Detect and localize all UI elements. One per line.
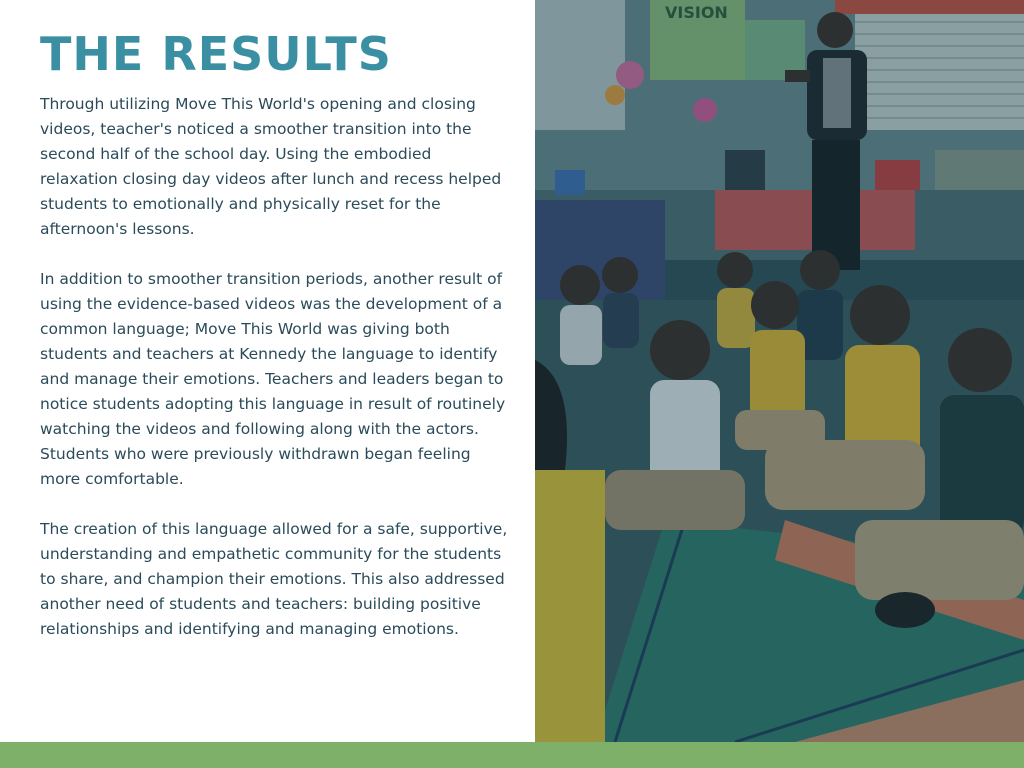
paragraph-common-language: In addition to smoother transition periods, another result of using the evidence-based videos was the development of a common language; Move This World was giving both students and teachers at Kennedy the language to identify and manage their emotions. Teachers and leaders began to notice students adopting this language in result of routinely watching the videos and following along with the actors. Students who were previously withdrawn began feeling more comfortable.	[40, 270, 506, 488]
slide-title: THE RESULTS	[40, 27, 392, 81]
classroom-photo	[535, 0, 1024, 742]
classroom-illustration	[535, 0, 1024, 742]
paragraph-transition: Through utilizing Move This World's opening and closing videos, teacher's noticed a smoother transition into the second half of the school day. Using the embodied relaxation closing day videos after lunch and recess helped students to emotionally and physically reset for the afternoon's lessons.	[40, 95, 502, 238]
paragraph-community: The creation of this language allowed for a safe, supportive, understanding and empathetic community for the students to share, and champion their emotions. This also addressed another need of students and teachers: building positive relationships and identifying and managing emotions.	[40, 520, 508, 638]
wall-sign-text: VISION	[665, 3, 728, 22]
body-text	[40, 92, 510, 642]
bottom-accent-bar	[0, 742, 1024, 768]
